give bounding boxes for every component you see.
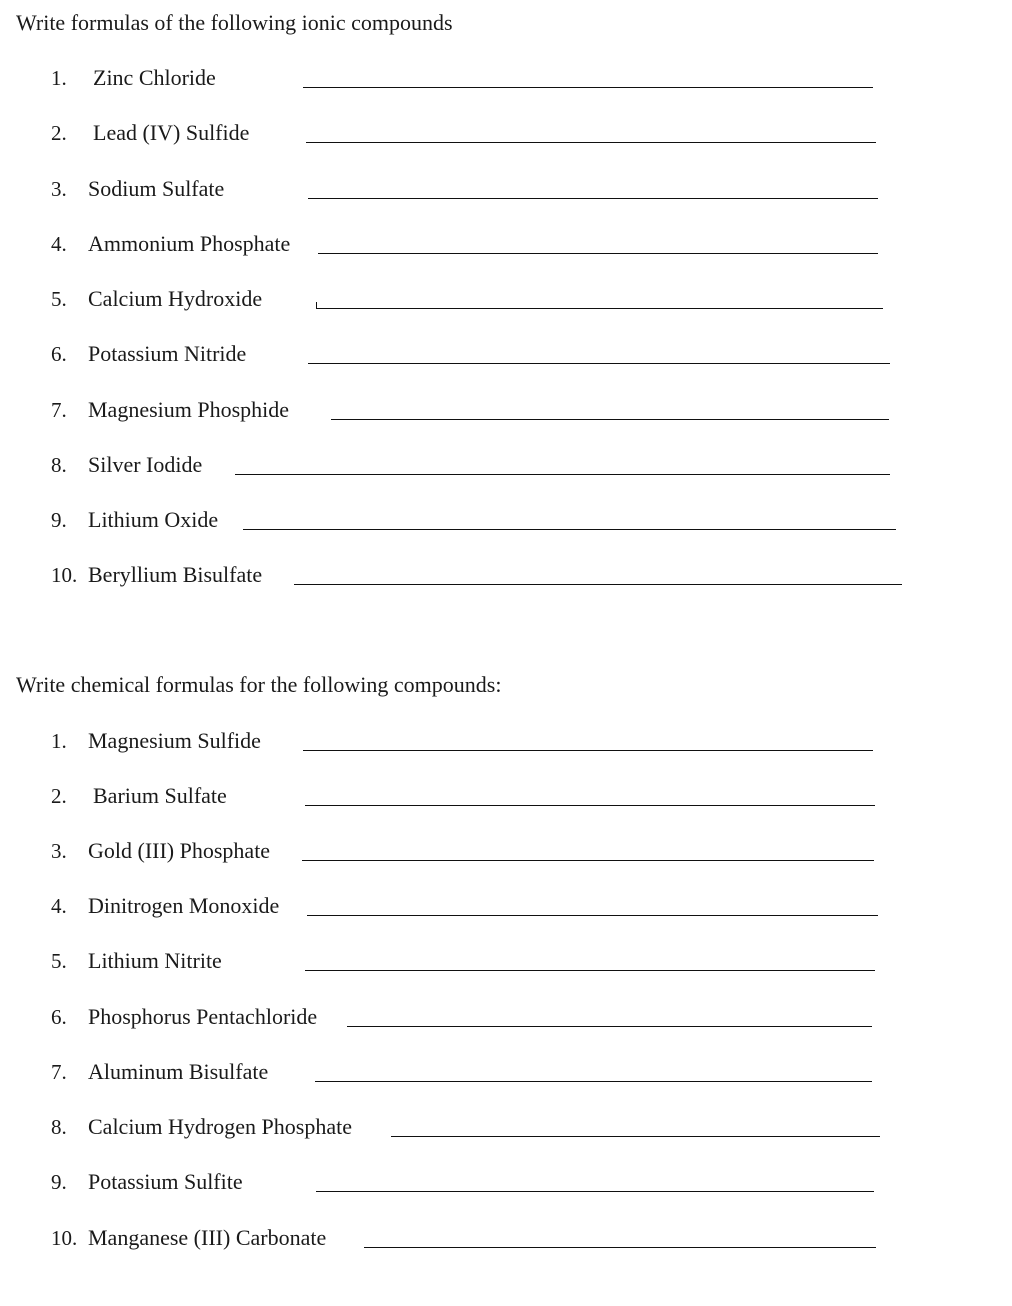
answer-blank[interactable]	[318, 253, 878, 254]
answer-blank[interactable]	[243, 529, 896, 530]
compound-name: Potassium Sulfite	[88, 1169, 243, 1194]
question-number: 2.	[51, 784, 67, 808]
answer-blank[interactable]	[305, 970, 875, 971]
section2-heading: Write chemical formulas for the following compounds:	[16, 672, 502, 697]
compound-name: Lead (IV) Sulfide	[93, 120, 250, 145]
question-number: 7.	[51, 1060, 67, 1084]
question-number: 5.	[51, 949, 67, 973]
question-item	[0, 728, 1012, 758]
answer-blank[interactable]	[307, 915, 878, 916]
compound-name: Beryllium Bisulfate	[88, 562, 263, 587]
compound-name: Aluminum Bisulfate	[88, 1059, 269, 1084]
question-item	[0, 286, 1012, 316]
question-number: 8.	[51, 453, 67, 477]
compound-name: Lithium Nitrite	[88, 948, 222, 973]
compound-name: Sodium Sulfate	[88, 176, 225, 201]
compound-name: Ammonium Phosphate	[88, 231, 291, 256]
question-number: 3.	[51, 177, 67, 201]
question-number: 2.	[51, 121, 67, 145]
answer-blank[interactable]	[308, 198, 878, 199]
answer-blank[interactable]	[315, 1081, 872, 1082]
answer-blank[interactable]	[294, 584, 902, 585]
question-item	[0, 507, 1012, 537]
question-item	[0, 231, 1012, 261]
question-number: 5.	[51, 287, 67, 311]
answer-blank[interactable]	[308, 363, 890, 364]
answer-blank[interactable]	[303, 750, 873, 751]
answer-blank[interactable]	[391, 1136, 880, 1137]
answer-blank[interactable]	[235, 474, 890, 475]
question-number: 9.	[51, 1170, 67, 1194]
question-number: 6.	[51, 342, 67, 366]
question-item	[0, 1169, 1012, 1199]
question-number: 4.	[51, 894, 67, 918]
compound-name: Gold (III) Phosphate	[88, 838, 271, 863]
question-item	[0, 948, 1012, 978]
question-item	[0, 1114, 1012, 1144]
compound-name: Barium Sulfate	[93, 783, 227, 808]
answer-blank[interactable]	[331, 419, 889, 420]
section1-heading: Write formulas of the following ionic compounds	[16, 10, 453, 35]
question-number: 3.	[51, 839, 67, 863]
question-number: 9.	[51, 508, 67, 532]
question-item	[0, 1225, 1012, 1255]
compound-name: Lithium Oxide	[88, 507, 219, 532]
compound-name: Phosphorus Pentachloride	[88, 1004, 318, 1029]
question-item	[0, 397, 1012, 427]
question-item	[0, 341, 1012, 371]
question-item	[0, 452, 1012, 482]
answer-blank[interactable]	[303, 87, 873, 88]
question-number: 7.	[51, 398, 67, 422]
question-item	[0, 1004, 1012, 1034]
compound-name: Magnesium Phosphide	[88, 397, 290, 422]
question-number: 10.	[51, 563, 78, 587]
question-number: 4.	[51, 232, 67, 256]
compound-name: Calcium Hydrogen Phosphate	[88, 1114, 352, 1139]
compound-name: Silver Iodide	[88, 452, 203, 477]
question-number: 8.	[51, 1115, 67, 1139]
question-item	[0, 893, 1012, 923]
question-item	[0, 1059, 1012, 1089]
compound-name: Potassium Nitride	[88, 341, 247, 366]
answer-blank[interactable]	[364, 1247, 876, 1248]
question-item	[0, 783, 1012, 813]
answer-blank[interactable]	[306, 142, 876, 143]
question-item	[0, 65, 1012, 95]
question-item	[0, 120, 1012, 150]
question-number: 1.	[51, 729, 67, 753]
compound-name: Calcium Hydroxide	[88, 286, 263, 311]
question-item	[0, 562, 1012, 592]
compound-name: Manganese (III) Carbonate	[88, 1225, 327, 1250]
answer-blank[interactable]	[347, 1026, 872, 1027]
question-number: 1.	[51, 66, 67, 90]
question-number: 10.	[51, 1226, 78, 1250]
question-number: 6.	[51, 1005, 67, 1029]
answer-blank[interactable]	[302, 860, 874, 861]
answer-blank[interactable]	[316, 1191, 874, 1192]
question-item	[0, 176, 1012, 206]
answer-blank[interactable]	[305, 805, 875, 806]
compound-name: Magnesium Sulfide	[88, 728, 261, 753]
answer-blank[interactable]	[316, 308, 883, 309]
compound-name: Dinitrogen Monoxide	[88, 893, 280, 918]
compound-name: Zinc Chloride	[93, 65, 216, 90]
question-item	[0, 838, 1012, 868]
